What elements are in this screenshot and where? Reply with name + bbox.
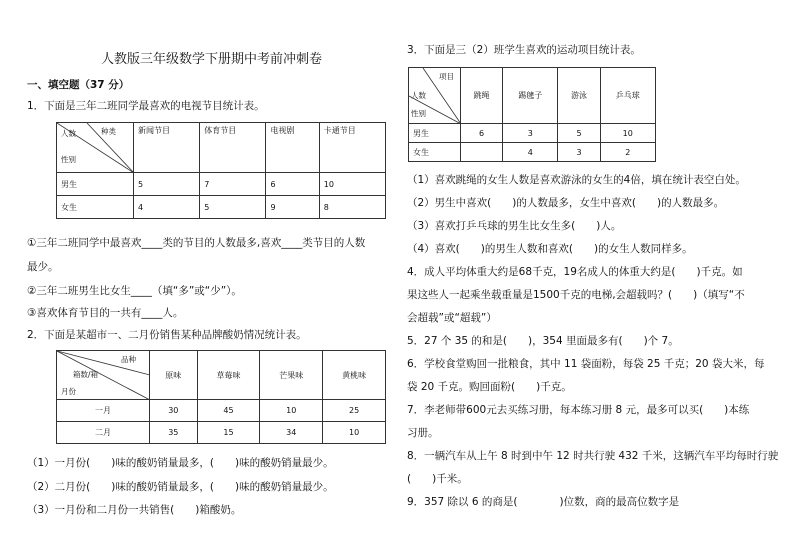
table-cell: 7 [200, 173, 266, 196]
table-corner-cell [409, 68, 461, 124]
table-cell: 10 [260, 400, 323, 422]
table-cell: 6 [266, 173, 319, 196]
q7-line1: 7．李老师带600元去买练习册，每本练习册 8 元，最多可以买( )本练 [407, 404, 750, 416]
table-cell: 10 [600, 124, 656, 143]
q6-line2: 袋 20 千克。购回面粉( )千克。 [407, 381, 572, 393]
table-cell: 2 [600, 143, 656, 162]
corner-bottom-label: 性别 [411, 109, 426, 118]
q2-sub1: （1）一月份( )味的酸奶销量最多，( )味的酸奶销量最少。 [27, 457, 334, 469]
row-label: 男生 [57, 173, 134, 196]
row-label: 二月 [57, 422, 150, 444]
exam-title: 人教版三年级数学下册期中考前冲刺卷 [101, 52, 323, 67]
q1-sub3: ③喜欢体育节目的一共有____人。 [27, 307, 184, 319]
table-cell: 35 [150, 422, 198, 444]
table-cell: 45 [197, 400, 260, 422]
section-heading: 一、填空题（37 分） [27, 79, 130, 91]
q1-stem: 1．下面是三年二班同学最喜欢的电视节目统计表。 [27, 100, 265, 112]
corner-bottom-label: 月份 [61, 387, 76, 396]
table-cell: 9 [266, 196, 319, 219]
row-label: 女生 [57, 196, 134, 219]
q8-line2: ( )千米。 [407, 473, 468, 485]
header-cell: 体育节目 [200, 123, 266, 173]
q3-sub3: （3）喜欢打乒乓球的男生比女生多( )人。 [407, 220, 622, 232]
q2-sub3: （3）一月份和二月份一共销售( )箱酸奶。 [27, 504, 242, 516]
header-cell: 卡通节目 [319, 123, 385, 173]
header-cell: 游泳 [558, 68, 600, 124]
q7-line2: 习册。 [407, 427, 439, 439]
table-cell: 30 [150, 400, 198, 422]
header-cell: 黄桃味 [323, 351, 386, 400]
table-cell: 3 [503, 124, 558, 143]
q2-sub2: （2）二月份( )味的酸奶销量最多，( )味的酸奶销量最少。 [27, 481, 334, 493]
table-cell: 5 [200, 196, 266, 219]
tv-program-table [56, 122, 386, 219]
q5: 5．27 个 35 的和是( )，354 里面最多有( )个 7。 [407, 335, 679, 347]
q3-stem: 3．下面是三（2）班学生喜欢的运动项目统计表。 [407, 44, 641, 56]
row-label: 女生 [409, 143, 461, 162]
q1-sub2: ②三年二班男生比女生____（填“多”或“少”）。 [27, 285, 242, 297]
header-cell: 草莓味 [197, 351, 260, 400]
q1-sub1-line1: ①三年二班同学中最喜欢____类的节目的人数最多,喜欢____类节目的人数 [27, 237, 366, 249]
q6-line1: 6．学校食堂购回一批粮食，其中 11 袋面粉，每袋 25 千克；20 袋大米，每 [407, 358, 765, 370]
table-cell: 10 [323, 422, 386, 444]
table-cell: 6 [461, 124, 503, 143]
corner-bottom-label: 性别 [61, 155, 76, 164]
q9: 9．357 除以 6 的商是( )位数，商的最高位数字是 [407, 496, 680, 508]
table-cell: 34 [260, 422, 323, 444]
corner-left-label: 人数 [61, 129, 76, 138]
corner-top-label: 项目 [439, 72, 454, 81]
corner-top-label: 种类 [101, 127, 116, 136]
q4-line3: 会超载”或“超载”） [407, 312, 497, 324]
q8-line1: 8．一辆汽车从上午 8 时到中午 12 时共行驶 432 千米，这辆汽车平均每时行驶 [407, 450, 779, 462]
header-cell: 跳绳 [461, 68, 503, 124]
yogurt-sales-table [56, 350, 386, 444]
table-cell: 4 [134, 196, 200, 219]
header-cell: 新闻节目 [134, 123, 200, 173]
q1-sub1-line2: 最少。 [27, 261, 59, 273]
table-cell: 8 [319, 196, 385, 219]
row-label: 一月 [57, 400, 150, 422]
table-corner-cell [57, 351, 150, 400]
q3-sub2: （2）男生中喜欢( )的人数最多，女生中喜欢( )的人数最多。 [407, 197, 725, 209]
header-cell: 芒果味 [260, 351, 323, 400]
header-cell: 电视剧 [266, 123, 319, 173]
q2-stem: 2．下面是某超市一、二月份销售某种品牌酸奶情况统计表。 [27, 329, 307, 341]
table-cell: 4 [503, 143, 558, 162]
header-cell: 乒乓球 [600, 68, 656, 124]
table-cell: 5 [134, 173, 200, 196]
corner-middle-label: 人数 [411, 91, 426, 100]
table-cell: 25 [323, 400, 386, 422]
blank-answer-cell[interactable] [461, 143, 503, 162]
q4-line2: 果这些人一起乘坐载重量是1500千克的电梯,会超载吗？( )（填写“不 [407, 289, 745, 301]
corner-middle-label: 箱数/箱 [73, 370, 99, 379]
corner-top-label: 品种 [121, 355, 136, 364]
table-cell: 5 [558, 124, 600, 143]
table-corner-cell [57, 123, 134, 173]
q4-line1: 4．成人平均体重大约是68千克，19名成人的体重大约是( )千克。如 [407, 266, 743, 278]
header-cell: 原味 [150, 351, 198, 400]
q3-sub4: （4）喜欢( )的男生人数和喜欢( )的女生人数同样多。 [407, 243, 693, 255]
row-label: 男生 [409, 124, 461, 143]
table-cell: 3 [558, 143, 600, 162]
table-cell: 10 [319, 173, 385, 196]
q3-sub1: （1）喜欢跳绳的女生人数是喜欢游泳的女生的4倍，填在统计表空白处。 [407, 174, 746, 186]
table-cell: 15 [197, 422, 260, 444]
sports-table [408, 67, 656, 162]
header-cell: 踢毽子 [503, 68, 558, 124]
